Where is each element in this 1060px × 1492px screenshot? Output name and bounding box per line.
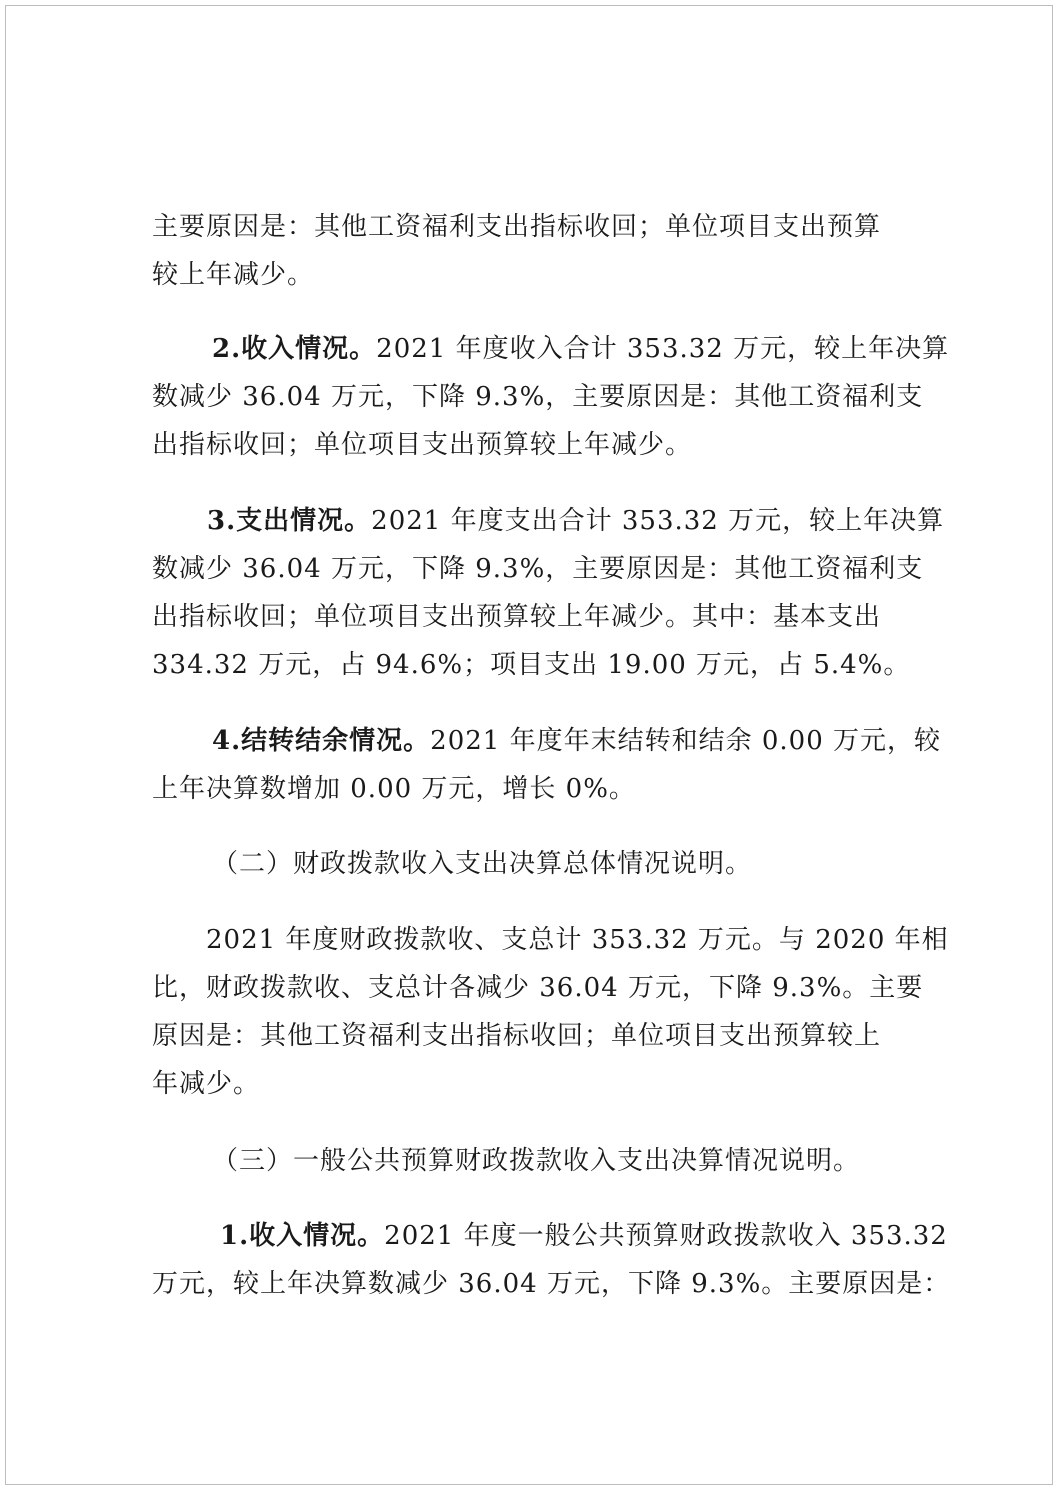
- text-line: 比，财政拨款收、支总计各减少 36.04 万元，下降 9.3%。主要: [152, 973, 924, 1003]
- text-line: 数减少 36.04 万元，下降 9.3%，主要原因是：其他工资福利支: [152, 382, 924, 412]
- text-line: 上年决算数增加 0.00 万元，增长 0%。: [152, 774, 636, 804]
- paragraph-fiscal-overview: [152, 916, 949, 1108]
- section-heading: 1.收入情况。: [220, 1221, 385, 1251]
- section-heading: 2.收入情况。: [212, 334, 377, 364]
- text-run: 2021 年度支出合计 353.32 万元，较上年决算: [371, 506, 945, 536]
- text-line: 数减少 36.04 万元，下降 9.3%，主要原因是：其他工资福利支: [152, 554, 924, 584]
- text-line: 原因是：其他工资福利支出指标收回；单位项目支出预算较上: [152, 1021, 882, 1051]
- text-line: （三）一般公共预算财政拨款收入支出决算情况说明。: [212, 1146, 861, 1176]
- paragraph-continuation: [152, 203, 922, 299]
- text-line: 2021 年度财政拨款收、支总计 353.32 万元。与 2020 年相: [206, 925, 949, 955]
- paragraph-income: [152, 325, 950, 469]
- text-run: 2021 年度年末结转和结余 0.00 万元，较: [430, 726, 942, 756]
- text-run: 2021 年度一般公共预算财政拨款收入 353.32: [384, 1221, 948, 1251]
- text-run: 2021 年度收入合计 353.32 万元，较上年决算: [376, 334, 950, 364]
- section-title-fiscal-overview: [152, 840, 922, 888]
- text-line-first: [152, 717, 942, 765]
- paragraph-carryover: [152, 717, 942, 813]
- text-line-first: [152, 1212, 948, 1260]
- document-page: [5, 5, 1053, 1485]
- text-line: 年减少。: [152, 1069, 261, 1099]
- text-line-first: [152, 497, 945, 545]
- paragraph-expenditure: [152, 497, 945, 689]
- paragraph-general-budget-income: [152, 1212, 951, 1308]
- section-heading: 4.结转结余情况。: [212, 726, 431, 756]
- text-line: 出指标收回；单位项目支出预算较上年减少。: [152, 430, 693, 460]
- text-line: （二）财政拨款收入支出决算总体情况说明。: [212, 849, 753, 879]
- section-title-general-budget: [152, 1137, 922, 1185]
- text-line: 主要原因是：其他工资福利支出指标收回；单位项目支出预算: [152, 212, 882, 242]
- section-heading: 3.支出情况。: [207, 506, 372, 536]
- text-line: 出指标收回；单位项目支出预算较上年减少。其中：基本支出: [152, 602, 882, 632]
- text-line: 较上年减少。: [152, 260, 315, 290]
- text-line: 万元，较上年决算数减少 36.04 万元，下降 9.3%。主要原因是：: [152, 1269, 951, 1299]
- text-line: 334.32 万元，占 94.6%；项目支出 19.00 万元，占 5.4%。: [152, 650, 911, 680]
- text-line-first: [152, 325, 950, 373]
